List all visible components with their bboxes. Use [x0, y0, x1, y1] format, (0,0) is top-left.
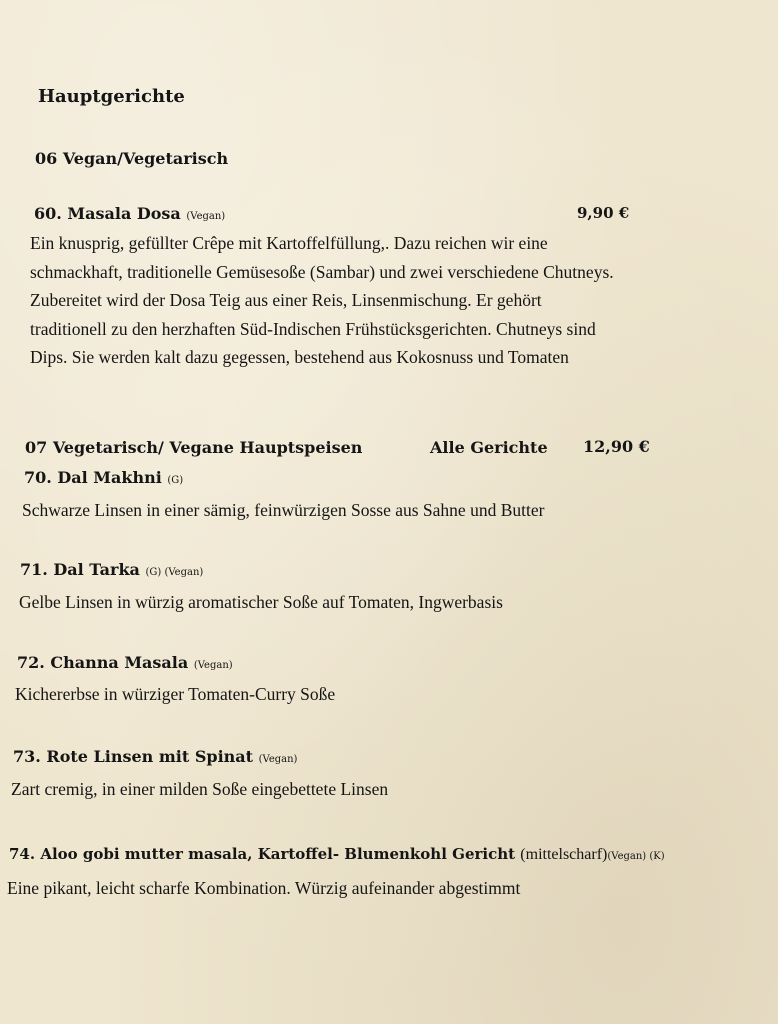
item-71-description: Gelbe Linsen in würzig aromatischer Soße auf Tomaten, Ingwerbasis: [19, 592, 503, 612]
item-74-extra: (mittelscharf): [520, 846, 608, 863]
item-70-name: 70. Dal Makhni: [24, 468, 162, 487]
section-07-price: 12,90 €: [583, 437, 650, 456]
item-70-tag: (G): [167, 475, 184, 486]
item-70-heading: [24, 468, 183, 487]
item-72-name: 72. Channa Masala: [17, 653, 189, 672]
item-74-heading: [9, 845, 665, 864]
item-60-desc-line: schmackhaft, traditionelle Gemüsesoße (Sambar) und zwei verschiedene Chutneys.: [30, 261, 614, 282]
section-07-all-label: Alle Gerichte: [430, 438, 548, 457]
section-06-title: 06 Vegan/Vegetarisch: [35, 149, 229, 168]
item-73-heading: [13, 747, 297, 766]
item-60-heading: [34, 204, 225, 223]
item-60-desc-line: Ein knusprig, gefüllter Crêpe mit Kartoffelfüllung,. Dazu reichen wir eine: [30, 233, 548, 253]
item-60-tag: (Vegan): [186, 211, 226, 222]
item-71-name: 71. Dal Tarka: [20, 560, 140, 579]
item-60-name: 60. Masala Dosa: [34, 204, 181, 223]
item-60-price: 9,90 €: [577, 204, 630, 222]
item-73-tag: (Vegan): [258, 754, 298, 765]
item-60-desc-line: Dips. Sie werden kalt dazu gegessen, bestehend aus Kokosnuss und Tomaten: [30, 347, 569, 367]
item-71-tag: (G) (Vegan): [145, 567, 204, 578]
item-74-description: Eine pikant, leicht scharfe Kombination. Würzig aufeinander abgestimmt: [7, 878, 521, 898]
item-60-desc-line: Zubereitet wird der Dosa Teig aus einer Reis, Linsenmischung. Er gehört: [30, 290, 542, 310]
item-71-heading: [20, 560, 203, 579]
item-60-desc-line: traditionell zu den herzhaften Süd-Indischen Frühstücksgerichten. Chutneys sind: [30, 318, 596, 339]
section-07-title: 07 Vegetarisch/ Vegane Hauptspeisen: [25, 438, 363, 457]
item-72-heading: [17, 653, 233, 672]
item-74-name: 74. Aloo gobi mutter masala, Kartoffel- Blumenkohl Gericht: [9, 845, 516, 863]
item-72-tag: (Vegan): [193, 660, 233, 671]
page-title: Hauptgerichte: [38, 86, 185, 107]
item-72-description: Kichererbse in würziger Tomaten-Curry Soße: [15, 684, 336, 704]
item-60-description: [30, 229, 614, 372]
item-73-description: Zart cremig, in einer milden Soße eingebettete Linsen: [11, 779, 389, 799]
item-73-name: 73. Rote Linsen mit Spinat: [13, 747, 254, 766]
item-74-tag: (Vegan) (K): [607, 851, 665, 862]
item-70-description: Schwarze Linsen in einer sämig, feinwürzigen Sosse aus Sahne und Butter: [22, 500, 545, 520]
